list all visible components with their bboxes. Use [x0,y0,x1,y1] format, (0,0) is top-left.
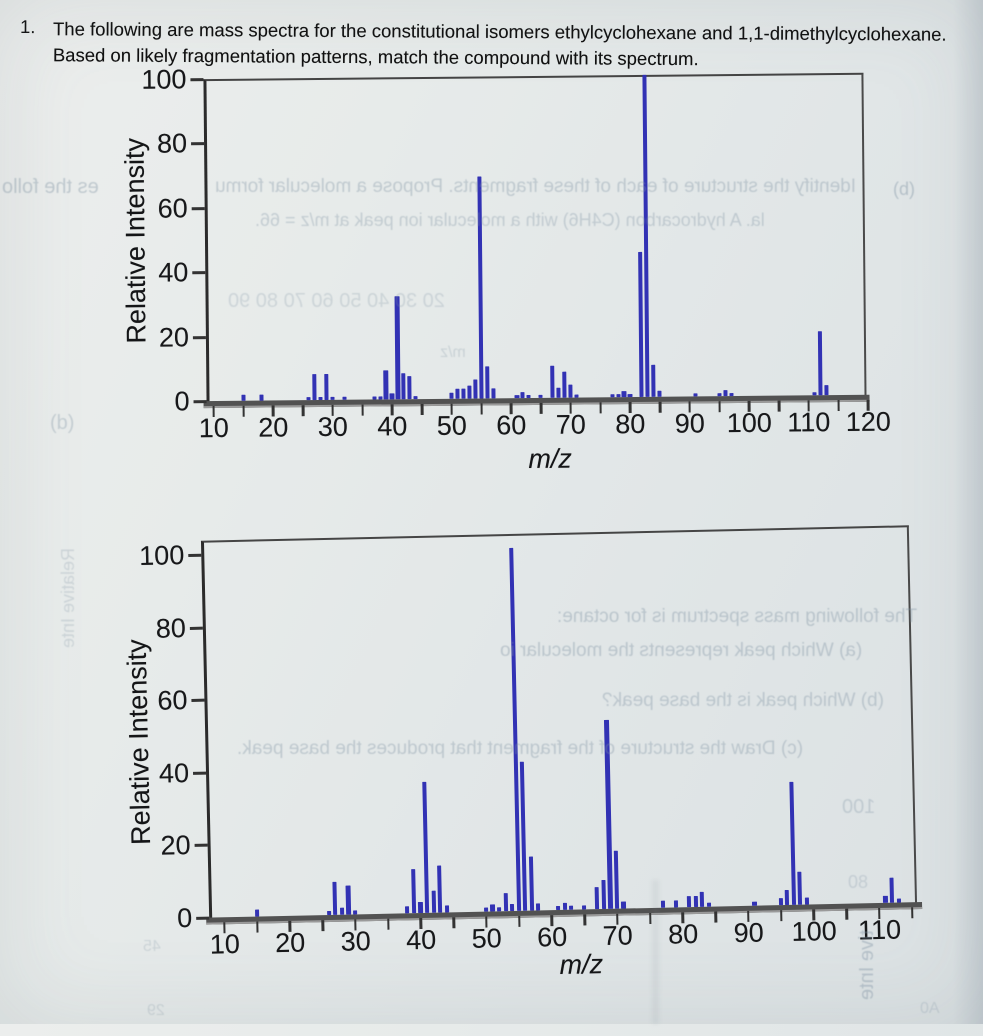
peak-bar [621,901,625,908]
y-tick-label: 60 [157,685,188,716]
y-tick-label: 20 [158,321,190,353]
ghost-text: (c) Draw the structure of the fragment that produces the base peak. [237,738,804,759]
peak-bar [582,906,586,910]
peak-bar [601,880,606,909]
x-axis-title: m/z [528,443,572,475]
x-tick-label: 30 [340,926,372,957]
y-axis-title: Relative Intensity [119,137,152,344]
x-tick-label: 40 [405,924,437,956]
x-tick-label: 40 [377,411,408,442]
ghost-text: Identify the structure of each of these fragments. Propose a molecular formu [215,176,857,197]
y-axis-title: Relative Intensity [121,638,157,846]
peak-bar [536,903,540,910]
peak-bar [779,898,783,905]
x-tick-label: 90 [674,408,705,439]
peak-bar [661,900,665,907]
ghost-text: 20 30 40 50 60 70 80 90 [228,290,445,312]
y-tick-label: 60 [157,193,188,224]
peak-bar [889,877,894,902]
y-tick-label: 100 [138,540,185,572]
x-tick-label: 90 [733,917,764,949]
y-tick-label: 0 [176,902,193,934]
peak-bar [556,906,560,910]
peak-bar [497,908,501,912]
peak-bar [674,900,678,907]
y-tick-label: 0 [174,386,190,417]
x-tick-label: 60 [496,410,527,441]
ghost-text: The following mass spectrum is for octane: [557,606,918,627]
y-tick-label: 100 [141,64,187,95]
peak-bar [346,885,351,914]
x-tick-label: 100 [791,915,837,947]
peak-bar [484,908,488,912]
peak-bar [510,904,514,911]
x-tick-label: 10 [209,928,241,960]
peak-bar [693,896,697,907]
peak-bar [562,903,566,910]
peak-bar [503,893,508,911]
peak-bar [431,891,436,913]
x-tick-label: 60 [536,921,568,953]
question-text: The following are mass spectra for the constitutional isomers ethylcyclohexane and 1,1-dimethylcyclohexane. Based on likely fragmentation patterns, match the compound with its spectrum. [52,18,947,70]
y-tick [190,626,203,629]
x-tick-label: 10 [198,412,229,444]
y-tick-label: 40 [158,757,190,789]
peak-bar [353,911,357,915]
x-tick-label: 70 [555,409,586,440]
x-tick-label: 110 [787,407,831,438]
ghost-text: 100 [842,796,876,818]
scan-edge-shadow [953,0,983,1024]
peak-bar [883,896,887,903]
ghost-text: (d) [893,179,915,199]
peak-bar [785,890,790,905]
x-tick-label: 80 [667,918,699,950]
y-tick [193,771,206,774]
x-tick-label: 100 [726,407,772,439]
y-tick [195,844,208,847]
plot-frame [201,525,917,919]
x-tick-label: 80 [615,408,646,440]
ghost-text: (b) [50,412,75,434]
y-tick-label: 40 [158,257,189,288]
peak-bar [752,902,756,906]
peak-bar [569,906,573,910]
peak-bar [687,896,691,907]
ghost-text: la. A hydrocarbon (C4H6) with a molecular ion peak at m/z = 66. [255,210,765,230]
y-tick [191,699,204,702]
peak-bar [805,897,809,904]
peak-bar [445,905,449,912]
y-tick-label: 80 [156,128,188,159]
y-tick-label: 20 [160,830,191,862]
peak-bar [700,892,705,907]
ghost-text: 80 [848,872,869,892]
x-axis-title: m/z [559,949,604,980]
ghost-text: m/z [440,344,466,361]
x-tick-label: 70 [602,920,634,952]
ghost-text: (b) Which peak is the base peak? [602,690,884,711]
ghost-text: 29 [147,1002,165,1019]
peak-bar [405,906,409,913]
x-tick-label: 20 [274,927,306,959]
x-tick-label: 110 [857,914,902,946]
peak-bar [340,907,344,914]
peak-bar [327,911,331,915]
x-tick-label: 120 [845,406,891,437]
peak-bar [707,903,711,907]
peak-bar [255,909,259,916]
ghost-text: 0A [920,1000,940,1017]
question-number: 1. [19,16,36,38]
ghost-text: (a) Which peak represents the molecular io [500,640,863,661]
x-tick-label: 50 [471,923,503,954]
scan-crease [652,880,659,1024]
peak-bar [418,902,422,913]
x-tick-label: 50 [436,410,467,441]
y-tick [188,554,201,557]
x-tick-label: 30 [317,411,348,443]
y-tick-label: 80 [155,612,187,644]
ghost-text: es the follo [2,176,99,198]
y-tick [196,917,209,920]
ghost-text: tive Inte [856,930,878,1001]
ghost-text: Relative Inte [58,548,78,649]
peak-bar [896,899,900,903]
peak-bar [490,904,494,911]
x-tick-label: 20 [258,412,289,443]
ghost-text: 45 [143,938,161,955]
